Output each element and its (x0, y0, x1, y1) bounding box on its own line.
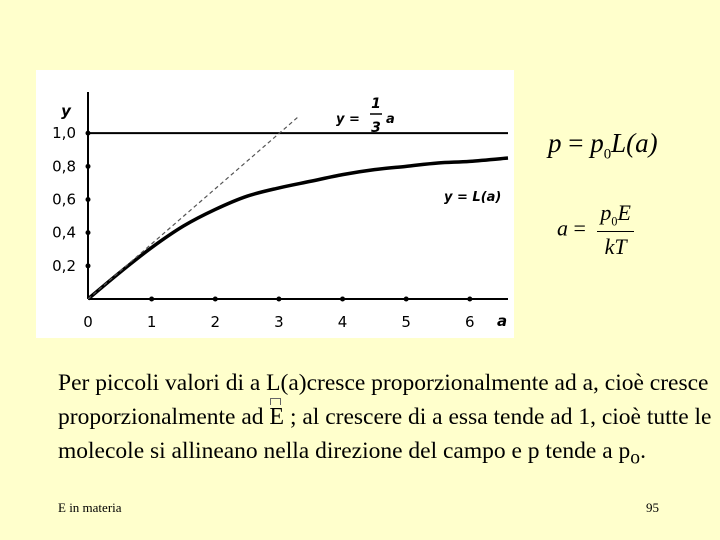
label-third-a-num: 1 (371, 96, 381, 112)
vector-e-symbol: E (269, 404, 285, 430)
y-tick-label: 1,0 (52, 124, 76, 143)
x-tick-label: 0 (83, 313, 93, 331)
series-line-langevin (88, 158, 508, 299)
x-tick-label: 3 (274, 313, 284, 331)
chart-panel (36, 70, 514, 338)
x-tick-label: 1 (146, 313, 157, 331)
slide-body-text: Per piccoli valori di a L(a)cresce proporzionalmente ad a, cioè cresce proporzionalmente ad E ; al crescere di a essa tende ad 1, cioè tutte le molecole si allineano nella direzione del campo e p tende a $p_o$. (58, 370, 712, 469)
label-third-a-den: 3 (371, 120, 381, 136)
x-tick-label: 5 (401, 313, 411, 331)
y-tick-label: 0,6 (52, 190, 76, 209)
y-tick-mark (86, 263, 91, 268)
x-tick-mark (149, 297, 154, 302)
fraction: $\frac{p_0E}{kT}$ (597, 200, 634, 260)
x-tick-mark (276, 297, 281, 302)
x-tick-label: 2 (210, 313, 221, 331)
label-third-a-var: a (386, 112, 395, 127)
x-tick-label: 6 (465, 313, 475, 331)
x-axis-label: a (496, 312, 508, 330)
y-tick-mark (86, 164, 91, 169)
equation-a: a = $\frac{p_0E}{kT}$ (557, 200, 634, 260)
y-tick-label: 0,2 (52, 256, 76, 275)
footer-title: E in materia (58, 500, 122, 515)
y-tick-label: 0,4 (52, 223, 76, 242)
y-tick-mark (86, 230, 91, 235)
y-tick-label: 0,8 (52, 157, 76, 176)
y-axis-label: y (61, 102, 71, 120)
x-tick-mark (404, 297, 409, 302)
x-tick-label: 4 (337, 313, 348, 331)
y-tick-mark (86, 197, 91, 202)
x-tick-mark (213, 297, 218, 302)
label-langevin-curve: y = L(a) (444, 190, 502, 205)
equation-p: $p = p_0L(a)$ (548, 128, 658, 163)
label-third-a-lhs: y = (336, 112, 360, 127)
x-tick-mark (467, 297, 472, 302)
x-tick-mark (340, 297, 345, 302)
langevin-chart (36, 70, 514, 338)
page-number: 95 (646, 500, 659, 515)
